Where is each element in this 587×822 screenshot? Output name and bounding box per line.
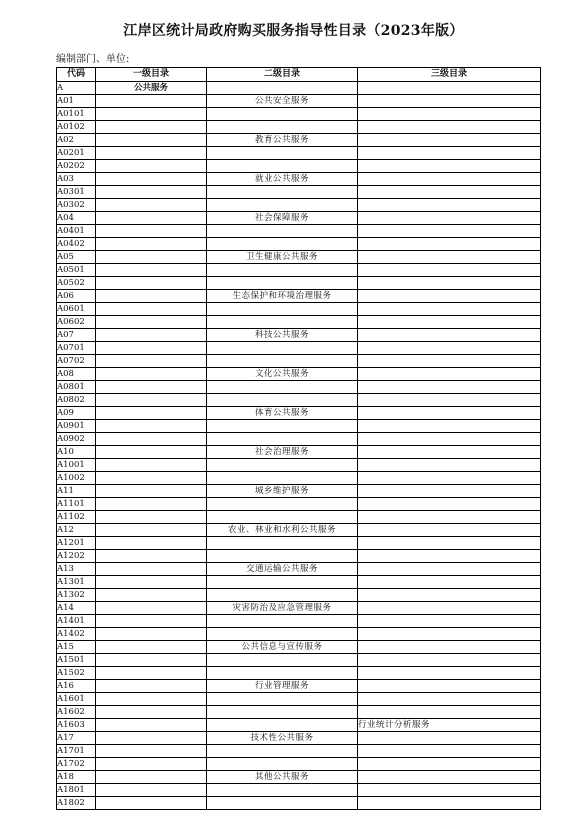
level3-cell [358, 420, 541, 433]
level2-cell [207, 433, 358, 446]
level1-cell [96, 108, 207, 121]
table-row [57, 290, 541, 303]
table-row [57, 745, 541, 758]
level3-cell [358, 147, 541, 160]
table-row [57, 563, 541, 576]
level1-cell [96, 433, 207, 446]
level1-cell [96, 485, 207, 498]
table-row [57, 485, 541, 498]
level1-cell [96, 225, 207, 238]
level1-cell [96, 680, 207, 693]
level1-cell [96, 290, 207, 303]
code-cell: A1202 [57, 550, 96, 563]
table-row [57, 537, 541, 550]
level3-cell: 行业统计分析服务 [358, 719, 541, 732]
level1-cell [96, 251, 207, 264]
level2-cell [207, 355, 358, 368]
code-cell: A1401 [57, 615, 96, 628]
level2-cell: 社会治理服务 [207, 446, 358, 459]
level2-cell [207, 121, 358, 134]
table-row [57, 277, 541, 290]
level2-cell [207, 706, 358, 719]
code-cell: A0801 [57, 381, 96, 394]
level1-cell [96, 745, 207, 758]
code-cell: A0202 [57, 160, 96, 173]
level2-cell [207, 797, 358, 810]
level1-cell [96, 589, 207, 602]
level2-cell: 公共安全服务 [207, 95, 358, 108]
table-row [57, 199, 541, 212]
level2-cell: 行业管理服务 [207, 680, 358, 693]
code-cell: A07 [57, 329, 96, 342]
level3-cell [358, 459, 541, 472]
table-row [57, 160, 541, 173]
level3-cell [358, 225, 541, 238]
level1-cell [96, 368, 207, 381]
level1-cell [96, 654, 207, 667]
header-level2: 二级目录 [207, 68, 358, 82]
level1-cell [96, 537, 207, 550]
code-cell: A [57, 82, 96, 95]
table-row [57, 459, 541, 472]
code-cell: A06 [57, 290, 96, 303]
table-row [57, 667, 541, 680]
level2-cell [207, 108, 358, 121]
code-cell: A16 [57, 680, 96, 693]
level1-cell [96, 472, 207, 485]
level2-cell [207, 654, 358, 667]
level1-cell [96, 797, 207, 810]
code-cell: A0901 [57, 420, 96, 433]
level3-cell [358, 160, 541, 173]
table-row [57, 719, 541, 732]
code-cell: A1402 [57, 628, 96, 641]
level1-cell [96, 550, 207, 563]
code-cell: A1702 [57, 758, 96, 771]
level1-cell [96, 667, 207, 680]
level3-cell [358, 667, 541, 680]
level2-cell: 就业公共服务 [207, 173, 358, 186]
table-row [57, 498, 541, 511]
table-row [57, 212, 541, 225]
table-row [57, 693, 541, 706]
code-cell: A0601 [57, 303, 96, 316]
code-cell: A1101 [57, 498, 96, 511]
level3-cell [358, 641, 541, 654]
table-row [57, 771, 541, 784]
level3-cell [358, 186, 541, 199]
code-cell: A0302 [57, 199, 96, 212]
code-cell: A1001 [57, 459, 96, 472]
table-row [57, 381, 541, 394]
level1-cell [96, 641, 207, 654]
code-cell: A1102 [57, 511, 96, 524]
header-level3: 三级目录 [358, 68, 541, 82]
level2-cell [207, 576, 358, 589]
level3-cell [358, 121, 541, 134]
table-row [57, 602, 541, 615]
code-cell: A0902 [57, 433, 96, 446]
level3-cell [358, 693, 541, 706]
level3-cell [358, 212, 541, 225]
level3-cell [358, 446, 541, 459]
level3-cell [358, 95, 541, 108]
level3-cell [358, 381, 541, 394]
level2-cell: 体育公共服务 [207, 407, 358, 420]
level2-cell: 其他公共服务 [207, 771, 358, 784]
table-row [57, 342, 541, 355]
level3-cell [358, 355, 541, 368]
level2-cell: 教育公共服务 [207, 134, 358, 147]
level2-cell [207, 615, 358, 628]
table-header-row [57, 68, 541, 82]
code-cell: A1302 [57, 589, 96, 602]
code-cell: A03 [57, 173, 96, 186]
code-cell: A08 [57, 368, 96, 381]
table-row [57, 706, 541, 719]
code-cell: A0401 [57, 225, 96, 238]
level2-cell [207, 472, 358, 485]
level2-cell [207, 693, 358, 706]
level3-cell [358, 745, 541, 758]
code-cell: A0802 [57, 394, 96, 407]
table-row [57, 472, 541, 485]
level2-cell [207, 459, 358, 472]
code-cell: A04 [57, 212, 96, 225]
level3-cell [358, 264, 541, 277]
level3-cell [358, 706, 541, 719]
level2-cell [207, 160, 358, 173]
level1-cell [96, 277, 207, 290]
table-row [57, 420, 541, 433]
header-code: 代码 [57, 68, 96, 82]
level2-cell [207, 784, 358, 797]
level3-cell [358, 316, 541, 329]
table-row [57, 95, 541, 108]
level2-cell [207, 264, 358, 277]
code-cell: A17 [57, 732, 96, 745]
level3-cell [358, 628, 541, 641]
level1-cell [96, 186, 207, 199]
level3-cell [358, 108, 541, 121]
level3-cell [358, 82, 541, 95]
level3-cell [358, 537, 541, 550]
level1-cell [96, 628, 207, 641]
level1-cell [96, 329, 207, 342]
level1-cell [96, 524, 207, 537]
table-row [57, 433, 541, 446]
level2-cell: 科技公共服务 [207, 329, 358, 342]
level2-cell: 卫生健康公共服务 [207, 251, 358, 264]
level1-cell [96, 602, 207, 615]
table-row [57, 82, 541, 95]
level1-cell [96, 173, 207, 186]
table-row [57, 108, 541, 121]
level3-cell [358, 394, 541, 407]
compiling-unit-label: 编制部门、单位: [56, 54, 130, 65]
level2-cell [207, 186, 358, 199]
level1-cell [96, 355, 207, 368]
level2-cell [207, 238, 358, 251]
code-cell: A0101 [57, 108, 96, 121]
level3-cell [358, 498, 541, 511]
level1-cell [96, 732, 207, 745]
level2-cell: 公共信息与宣传服务 [207, 641, 358, 654]
table-row [57, 134, 541, 147]
level3-cell [358, 797, 541, 810]
level3-cell [358, 173, 541, 186]
level1-cell [96, 420, 207, 433]
level1-cell [96, 576, 207, 589]
table-row [57, 680, 541, 693]
table-row [57, 147, 541, 160]
level3-cell [358, 654, 541, 667]
level3-cell [358, 784, 541, 797]
level1-cell [96, 706, 207, 719]
table-row [57, 303, 541, 316]
level2-cell [207, 498, 358, 511]
level2-cell [207, 82, 358, 95]
level1-cell [96, 303, 207, 316]
level2-cell: 灾害防治及应急管理服务 [207, 602, 358, 615]
table-row [57, 797, 541, 810]
catalog-table [56, 67, 541, 810]
level3-cell [358, 602, 541, 615]
table-row [57, 251, 541, 264]
level2-cell [207, 537, 358, 550]
level3-cell [358, 589, 541, 602]
level2-cell: 交通运输公共服务 [207, 563, 358, 576]
code-cell: A0701 [57, 342, 96, 355]
level2-cell [207, 511, 358, 524]
table-row [57, 511, 541, 524]
level2-cell [207, 719, 358, 732]
table-row [57, 355, 541, 368]
level1-cell [96, 771, 207, 784]
table-row [57, 758, 541, 771]
level1-cell [96, 511, 207, 524]
code-cell: A1502 [57, 667, 96, 680]
table-row [57, 121, 541, 134]
code-cell: A12 [57, 524, 96, 537]
level2-cell: 社会保障服务 [207, 212, 358, 225]
level3-cell [358, 511, 541, 524]
table-row [57, 186, 541, 199]
level1-cell [96, 95, 207, 108]
level3-cell [358, 238, 541, 251]
table-row [57, 576, 541, 589]
level2-cell [207, 342, 358, 355]
level2-cell: 城乡维护服务 [207, 485, 358, 498]
level3-cell [358, 251, 541, 264]
level2-cell [207, 225, 358, 238]
level2-cell [207, 303, 358, 316]
level1-cell [96, 446, 207, 459]
level1-cell: 公共服务 [96, 82, 207, 95]
table-row [57, 654, 541, 667]
code-cell: A0702 [57, 355, 96, 368]
code-cell: A1201 [57, 537, 96, 550]
level3-cell [358, 303, 541, 316]
table-row [57, 173, 541, 186]
level1-cell [96, 342, 207, 355]
level3-cell [358, 758, 541, 771]
level3-cell [358, 472, 541, 485]
level2-cell: 生态保护和环境治理服务 [207, 290, 358, 303]
level1-cell [96, 147, 207, 160]
table-row [57, 615, 541, 628]
level2-cell [207, 667, 358, 680]
level2-cell [207, 550, 358, 563]
level1-cell [96, 498, 207, 511]
code-cell: A1002 [57, 472, 96, 485]
code-cell: A1802 [57, 797, 96, 810]
level3-cell [358, 524, 541, 537]
level1-cell [96, 563, 207, 576]
code-cell: A18 [57, 771, 96, 784]
code-cell: A0602 [57, 316, 96, 329]
table-row [57, 446, 541, 459]
header-level1: 一级目录 [96, 68, 207, 82]
level2-cell [207, 277, 358, 290]
code-cell: A11 [57, 485, 96, 498]
level3-cell [358, 680, 541, 693]
table-row [57, 589, 541, 602]
level1-cell [96, 316, 207, 329]
level3-cell [358, 771, 541, 784]
level1-cell [96, 121, 207, 134]
level2-cell [207, 758, 358, 771]
code-cell: A0402 [57, 238, 96, 251]
code-cell: A09 [57, 407, 96, 420]
level1-cell [96, 615, 207, 628]
level1-cell [96, 719, 207, 732]
table-row [57, 628, 541, 641]
code-cell: A10 [57, 446, 96, 459]
level2-cell [207, 316, 358, 329]
code-cell: A05 [57, 251, 96, 264]
code-cell: A1602 [57, 706, 96, 719]
code-cell: A1501 [57, 654, 96, 667]
level2-cell [207, 381, 358, 394]
level1-cell [96, 381, 207, 394]
level3-cell [358, 290, 541, 303]
level3-cell [358, 732, 541, 745]
table-row [57, 524, 541, 537]
code-cell: A13 [57, 563, 96, 576]
code-cell: A1601 [57, 693, 96, 706]
table-row [57, 394, 541, 407]
level3-cell [358, 433, 541, 446]
level2-cell [207, 147, 358, 160]
level3-cell [358, 615, 541, 628]
level2-cell [207, 394, 358, 407]
level1-cell [96, 199, 207, 212]
level1-cell [96, 264, 207, 277]
catalog-body [57, 82, 541, 810]
level1-cell [96, 238, 207, 251]
level3-cell [358, 485, 541, 498]
level3-cell [358, 563, 541, 576]
level1-cell [96, 784, 207, 797]
table-row [57, 784, 541, 797]
table-row [57, 732, 541, 745]
level2-cell [207, 745, 358, 758]
code-cell: A0502 [57, 277, 96, 290]
level2-cell: 农业、林业和水利公共服务 [207, 524, 358, 537]
code-cell: A0501 [57, 264, 96, 277]
level3-cell [358, 199, 541, 212]
level3-cell [358, 329, 541, 342]
table-row [57, 329, 541, 342]
level3-cell [358, 277, 541, 290]
code-cell: A1801 [57, 784, 96, 797]
page-title: 江岸区统计局政府购买服务指导性目录（2023年版） [123, 23, 464, 39]
code-cell: A15 [57, 641, 96, 654]
level1-cell [96, 212, 207, 225]
level2-cell [207, 420, 358, 433]
code-cell: A0201 [57, 147, 96, 160]
level3-cell [358, 342, 541, 355]
level3-cell [358, 576, 541, 589]
code-cell: A01 [57, 95, 96, 108]
level3-cell [358, 134, 541, 147]
level2-cell [207, 628, 358, 641]
level2-cell: 文化公共服务 [207, 368, 358, 381]
table-row [57, 550, 541, 563]
level2-cell [207, 589, 358, 602]
code-cell: A0102 [57, 121, 96, 134]
code-cell: A1701 [57, 745, 96, 758]
table-row [57, 225, 541, 238]
level1-cell [96, 394, 207, 407]
code-cell: A02 [57, 134, 96, 147]
table-row [57, 368, 541, 381]
table-row [57, 316, 541, 329]
level1-cell [96, 134, 207, 147]
level3-cell [358, 407, 541, 420]
code-cell: A1603 [57, 719, 96, 732]
level2-cell [207, 199, 358, 212]
table-row [57, 641, 541, 654]
level1-cell [96, 693, 207, 706]
table-row [57, 407, 541, 420]
code-cell: A0301 [57, 186, 96, 199]
level3-cell [358, 368, 541, 381]
table-row [57, 238, 541, 251]
level1-cell [96, 758, 207, 771]
level1-cell [96, 160, 207, 173]
level1-cell [96, 459, 207, 472]
code-cell: A14 [57, 602, 96, 615]
level1-cell [96, 407, 207, 420]
code-cell: A1301 [57, 576, 96, 589]
table-row [57, 264, 541, 277]
level3-cell [358, 550, 541, 563]
level2-cell: 技术性公共服务 [207, 732, 358, 745]
